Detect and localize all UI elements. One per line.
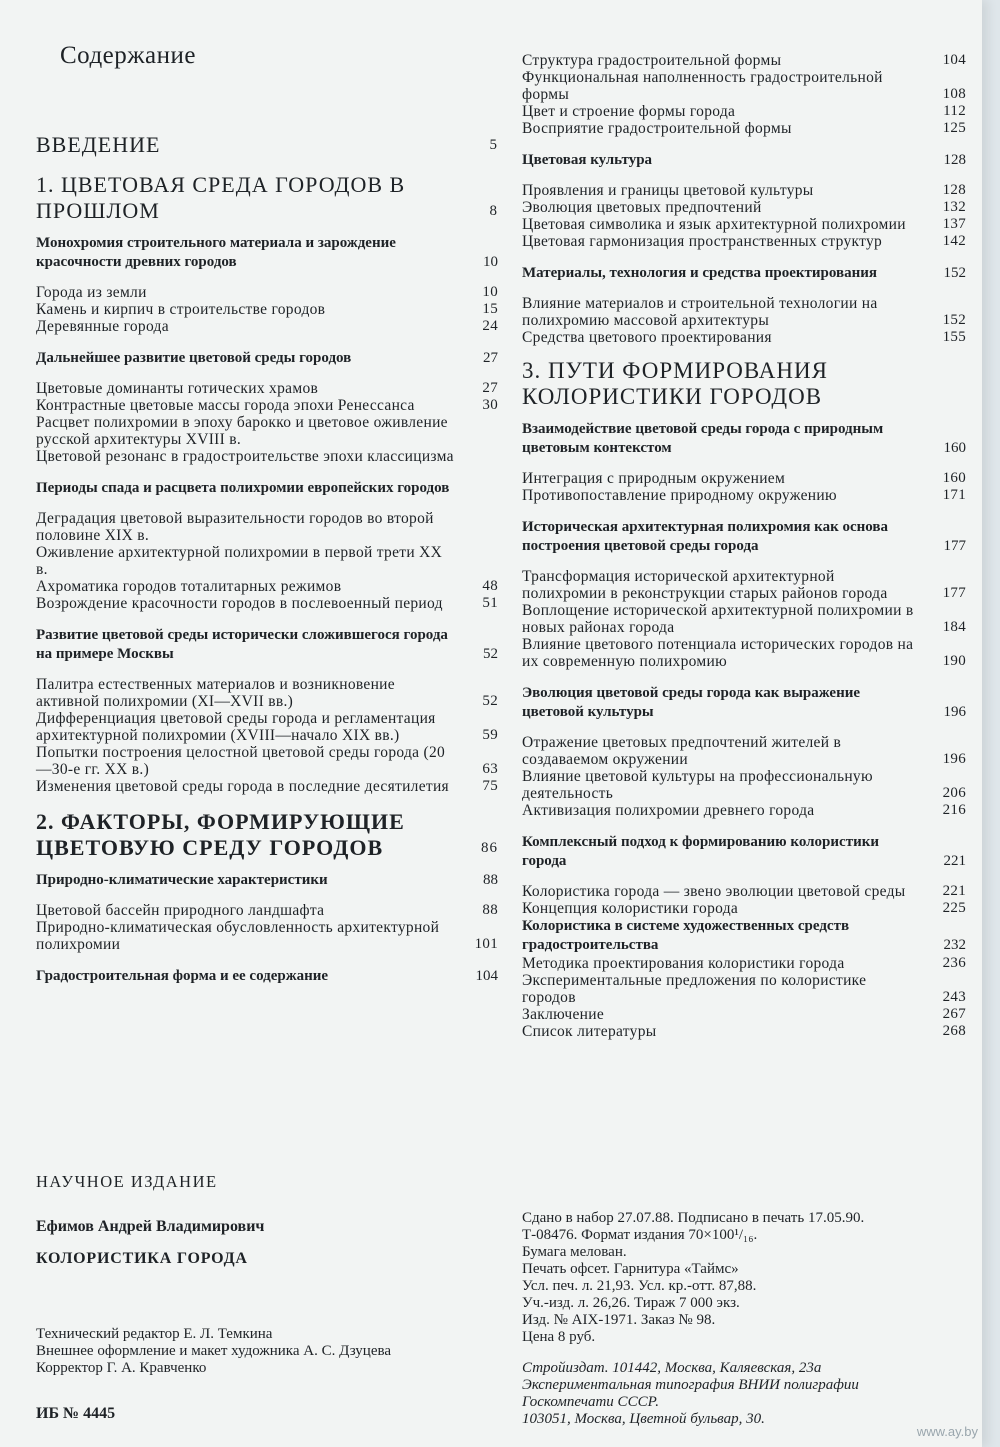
toc-entry-title: Историческая архитектурная полихромия как основа построения цветовой среды города <box>522 519 889 554</box>
toc-entry-title: Ахроматика городов тоталитарных режимов <box>36 578 342 595</box>
toc-entry-title: Монохромия строительного материала и зарождение красочности древних городов <box>36 235 396 270</box>
toc-entry-title: Средства цветового проектирования <box>522 329 772 346</box>
toc-page-number: 27 <box>482 380 498 396</box>
toc-entry-title: Материалы, технология и средства проектирования <box>522 265 878 281</box>
toc-page-number: 268 <box>942 1023 966 1039</box>
toc-entry-title: Деревянные города <box>36 318 169 335</box>
toc-section <box>36 967 498 986</box>
toc-entry-title: Влияние материалов и строительной технологии на полихромию массовой архитектуры <box>522 295 878 329</box>
toc-page-number: 63 <box>482 761 498 777</box>
toc-page-number: 177 <box>943 538 966 554</box>
toc-entry-title: Дифференциация цветовой среды города и регламентация архитектурной полихромии (XVIII—начало XIX вв.) <box>36 710 436 744</box>
toc-section <box>522 264 966 283</box>
staff-list <box>36 1326 506 1377</box>
toc-entry-title: Функциональная наполненность градостроительной формы <box>522 69 883 103</box>
toc-section <box>522 684 966 722</box>
toc-entry <box>36 676 498 710</box>
publisher-block <box>522 1360 972 1428</box>
imprint-right <box>522 1210 972 1428</box>
toc-page-number: 206 <box>942 785 966 801</box>
toc-page-number: 27 <box>483 350 498 366</box>
publisher-line: 103051, Москва, Цветной бульвар, 30. <box>522 1411 765 1427</box>
print-detail-line: Бумага мелован. <box>522 1244 627 1260</box>
toc-section <box>522 518 966 556</box>
toc-list-right <box>522 52 966 1040</box>
toc-entry <box>522 883 966 900</box>
toc-entry-title: 1. ЦВЕТОВАЯ СРЕДА ГОРОДОВ В ПРОШЛОМ <box>36 172 406 223</box>
toc-entry <box>36 318 498 335</box>
toc-page-number: 155 <box>942 329 966 345</box>
toc-section <box>36 234 498 272</box>
toc-entry-title: Природно-климатические характеристики <box>36 872 328 888</box>
toc-page-number: 160 <box>943 440 966 456</box>
toc-entry-title: Контрастные цветовые массы города эпохи Ренессанса <box>36 397 415 414</box>
toc-entry-title: Комплексный подход к формированию колористики города <box>522 834 879 869</box>
toc-page-number: 128 <box>942 182 966 198</box>
toc-page-number: 152 <box>942 312 966 328</box>
toc-page-number: 125 <box>942 120 966 136</box>
toc-page-number: 132 <box>942 199 966 215</box>
toc-entry-title: Эволюция цветовых предпочтений <box>522 199 762 216</box>
toc-page-number: 101 <box>474 936 498 952</box>
toc-chapter <box>36 132 498 158</box>
toc-entry-title: Палитра естественных материалов и возникновение активной полихромии (XI—XVII вв.) <box>36 676 395 710</box>
toc-page-number: 160 <box>942 470 966 486</box>
toc-entry <box>522 636 966 670</box>
toc-section <box>522 420 966 458</box>
imprint-left <box>36 1172 506 1423</box>
toc-entry <box>36 919 498 953</box>
toc-entry-title: Список литературы <box>522 1023 657 1040</box>
toc-entry-title: Влияние цветового потенциала исторических городов на их современную полихромию <box>522 636 914 670</box>
toc-chapter <box>522 358 966 410</box>
watermark: www.ay.by <box>916 1424 978 1439</box>
toc-page-number: 48 <box>482 578 498 594</box>
print-detail-line: Цена 8 руб. <box>522 1329 596 1345</box>
toc-entry-title: Попытки построения целостной цветовой среды города (20—30-е гг. XX в.) <box>36 744 446 778</box>
toc-entry <box>36 902 498 919</box>
toc-entry <box>522 568 966 602</box>
toc-page-number: 225 <box>942 900 966 916</box>
toc-entry <box>522 734 966 768</box>
toc-section <box>36 626 498 664</box>
toc-entry <box>522 103 966 120</box>
toc-entry <box>36 710 498 744</box>
toc-page-number: 52 <box>482 693 498 709</box>
toc-entry-title: Цветовая гармонизация пространственных структур <box>522 233 883 250</box>
toc-page-number: 75 <box>482 778 498 794</box>
print-detail-line: Т-08476. Формат издания 70×100¹/₁₆. <box>522 1227 758 1243</box>
print-detail-line: Усл. печ. л. 21,93. Усл. кр.-отт. 87,88. <box>522 1278 757 1294</box>
toc-entry-title: Цветовая символика и язык архитектурной полихромии <box>522 216 906 233</box>
toc-entry-title: Цветовые доминанты готических храмов <box>36 380 319 397</box>
staff-line: Технический редактор Е. Л. Темкина <box>36 1326 273 1342</box>
toc-entry-title: Активизация полихромии древнего города <box>522 802 815 819</box>
toc-entry-title: Цветовая культура <box>522 152 653 168</box>
toc-page-number: 243 <box>942 989 966 1005</box>
toc-page-number: 10 <box>482 284 498 300</box>
toc-section <box>522 833 966 871</box>
toc-entry <box>36 544 498 578</box>
toc-entry-title: Деградация цветовой выразительности городов во второй половине XIX в. <box>36 510 434 544</box>
toc-page-number: 51 <box>482 595 498 611</box>
toc-entry <box>36 510 498 544</box>
toc-entry <box>36 380 498 397</box>
toc-page-number: 221 <box>942 883 966 899</box>
toc-page-number: 221 <box>943 853 966 869</box>
toc-page-number: 52 <box>483 646 498 662</box>
toc-page-number: 5 <box>489 137 498 153</box>
toc-left-column <box>36 42 498 998</box>
toc-page-number: 128 <box>943 152 966 168</box>
publisher-line: Стройиздат. 101442, Москва, Каляевская, 23а <box>522 1360 822 1376</box>
toc-entry-title: Заключение <box>522 1006 605 1023</box>
toc-entry-title: Оживление архитектурной полихромии в первой трети XX в. <box>36 544 443 578</box>
toc-section <box>36 349 498 368</box>
toc-entry-title: Дальнейшее развитие цветовой среды городов <box>36 350 352 366</box>
toc-entry <box>522 470 966 487</box>
toc-entry-title: Эволюция цветовой среды города как выражение цветовой культуры <box>522 685 861 720</box>
toc-page-number: 216 <box>942 802 966 818</box>
toc-page-number: 190 <box>942 653 966 669</box>
toc-entry-title: Камень и кирпич в строительстве городов <box>36 301 326 318</box>
toc-page-number: 8 <box>489 203 498 219</box>
toc-entry <box>522 768 966 802</box>
toc-entry <box>36 397 498 414</box>
print-details <box>522 1210 972 1346</box>
toc-page-number: 10 <box>483 254 498 270</box>
toc-section <box>36 871 498 890</box>
print-detail-line: Печать офсет. Гарнитура «Таймс» <box>522 1261 739 1277</box>
toc-page-number: 15 <box>482 301 498 317</box>
staff-line: Корректор Г. А. Кравченко <box>36 1360 207 1376</box>
toc-page-number: 59 <box>482 727 498 743</box>
toc-entry-title: Влияние цветовой культуры на профессиональную деятельность <box>522 768 873 802</box>
toc-entry <box>36 448 498 465</box>
toc-entry <box>522 120 966 137</box>
print-detail-line: Изд. № AIX-1971. Заказ № 98. <box>522 1312 716 1328</box>
toc-entry-title: Экспериментальные предложения по колористике городов <box>522 972 867 1006</box>
toc-entry-title: Противопоставление природному окружению <box>522 487 837 504</box>
toc-entry <box>522 233 966 250</box>
publisher-line: Экспериментальная типография ВНИИ полиграфии <box>522 1377 859 1393</box>
toc-page-number: 104 <box>475 968 498 984</box>
toc-page-number: 88 <box>483 872 498 888</box>
toc-entry <box>36 578 498 595</box>
toc-entry-title: Градостроительная форма и ее содержание <box>36 968 329 984</box>
toc-entry-title: Методика проектирования колористики города <box>522 955 845 972</box>
toc-entry <box>522 602 966 636</box>
toc-entry <box>522 487 966 504</box>
edition-label: НАУЧНОЕ ИЗДАНИЕ <box>36 1172 218 1191</box>
toc-entry-title: Цветовой бассейн природного ландшафта <box>36 902 325 919</box>
toc-entry <box>522 1023 966 1040</box>
toc-page-number: 142 <box>942 233 966 249</box>
toc-entry <box>522 329 966 346</box>
toc-page-number: 177 <box>942 585 966 601</box>
toc-entry-title: ВВЕДЕНИЕ <box>36 132 161 157</box>
toc-page-number: 24 <box>482 318 498 334</box>
toc-section <box>36 479 498 498</box>
toc-page-number: 30 <box>482 397 498 413</box>
toc-page-number: 152 <box>943 265 966 281</box>
toc-entry <box>522 69 966 103</box>
toc-entry-title: Взаимодействие цветовой среды города с природным цветовым контекстом <box>522 421 884 456</box>
toc-right-column <box>522 52 966 1040</box>
toc-entry <box>36 301 498 318</box>
toc-page-number: 108 <box>942 86 966 102</box>
toc-entry-title: Трансформация исторической архитектурной полихромии в реконструкции старых районов города <box>522 568 888 602</box>
staff-line: Внешнее оформление и макет художника А. С. Дзуцева <box>36 1343 392 1359</box>
toc-entry-title: 3. ПУТИ ФОРМИРОВАНИЯ КОЛОРИСТИКИ ГОРОДОВ <box>522 358 828 409</box>
toc-page-number: 232 <box>943 937 966 953</box>
toc-entry <box>522 52 966 69</box>
toc-entry-title: Возрождение красочности городов в послевоенный период <box>36 595 443 612</box>
toc-page-number: 196 <box>943 704 966 720</box>
toc-page-number: 171 <box>942 487 966 503</box>
toc-entry-title: Расцвет полихромии в эпоху барокко и цветовое оживление русской архитектуры XVIII в. <box>36 414 448 448</box>
toc-entry-title: 2. ФАКТОРЫ, ФОРМИРУЮЩИЕ ЦВЕТОВУЮ СРЕДУ ГОРОДОВ <box>36 809 405 860</box>
toc-list-left <box>36 132 498 986</box>
toc-page-number: 184 <box>942 619 966 635</box>
toc-page-number: 137 <box>942 216 966 232</box>
toc-page-number: 236 <box>942 955 966 971</box>
toc-page-number: 86 <box>481 840 498 856</box>
toc-page-number: 104 <box>942 52 966 68</box>
toc-entry-title: Колористика в системе художественных средств градостроительства <box>522 918 850 953</box>
toc-entry <box>36 414 498 448</box>
print-detail-line: Уч.-изд. л. 26,26. Тираж 7 000 экз. <box>522 1295 740 1311</box>
toc-entry <box>522 955 966 972</box>
toc-entry-title: Изменения цветовой среды города в последние десятилетия <box>36 778 449 795</box>
toc-entry <box>522 1006 966 1023</box>
toc-page-number: 196 <box>942 751 966 767</box>
author-name: Ефимов Андрей Владимирович <box>36 1218 265 1235</box>
toc-entry <box>522 900 966 917</box>
toc-entry-title: Восприятие градостроительной формы <box>522 120 792 137</box>
toc-chapter <box>36 809 498 861</box>
toc-entry <box>36 595 498 612</box>
toc-entry <box>522 972 966 1006</box>
toc-entry <box>522 295 966 329</box>
contents-title: Содержание <box>60 42 196 69</box>
toc-entry-title: Интеграция с природным окружением <box>522 470 786 487</box>
toc-entry-title: Структура градостроительной формы <box>522 52 782 69</box>
publisher-line: Госкомпечати СССР. <box>522 1394 659 1410</box>
toc-entry <box>522 802 966 819</box>
ib-number: ИБ № 4445 <box>36 1405 116 1422</box>
toc-entry <box>522 182 966 199</box>
toc-entry-title: Периоды спада и расцвета полихромии европейских городов <box>36 480 450 496</box>
toc-entry-title: Отражение цветовых предпочтений жителей в создаваемом окружении <box>522 734 842 768</box>
toc-entry-title: Цвет и строение формы города <box>522 103 736 120</box>
toc-entry <box>36 778 498 795</box>
toc-entry <box>36 744 498 778</box>
toc-page-number: 88 <box>482 902 498 918</box>
toc-entry-title: Города из земли <box>36 284 147 301</box>
toc-entry-title: Воплощение исторической архитектурной полихромии в новых районах города <box>522 602 914 636</box>
book-title: КОЛОРИСТИКА ГОРОДА <box>36 1250 248 1267</box>
toc-chapter <box>36 172 498 224</box>
toc-entry <box>36 284 498 301</box>
toc-section <box>522 151 966 170</box>
toc-section <box>522 917 966 955</box>
toc-page-number: 267 <box>942 1006 966 1022</box>
toc-entry-title: Цветовой резонанс в градостроительстве эпохи классицизма <box>36 448 454 465</box>
toc-entry-title: Природно-климатическая обусловленность архитектурной полихромии <box>36 919 440 953</box>
toc-entry <box>522 199 966 216</box>
toc-entry-title: Концепция колористики города <box>522 900 739 917</box>
toc-page-number: 112 <box>943 103 966 119</box>
toc-entry-title: Проявления и границы цветовой культуры <box>522 182 814 199</box>
toc-entry-title: Развитие цветовой среды исторически сложившегося города на примере Москвы <box>36 627 448 662</box>
print-detail-line: Сдано в набор 27.07.88. Подписано в печать 17.05.90. <box>522 1210 865 1226</box>
toc-entry <box>522 216 966 233</box>
toc-entry-title: Колористика города — звено эволюции цветовой среды <box>522 883 906 900</box>
